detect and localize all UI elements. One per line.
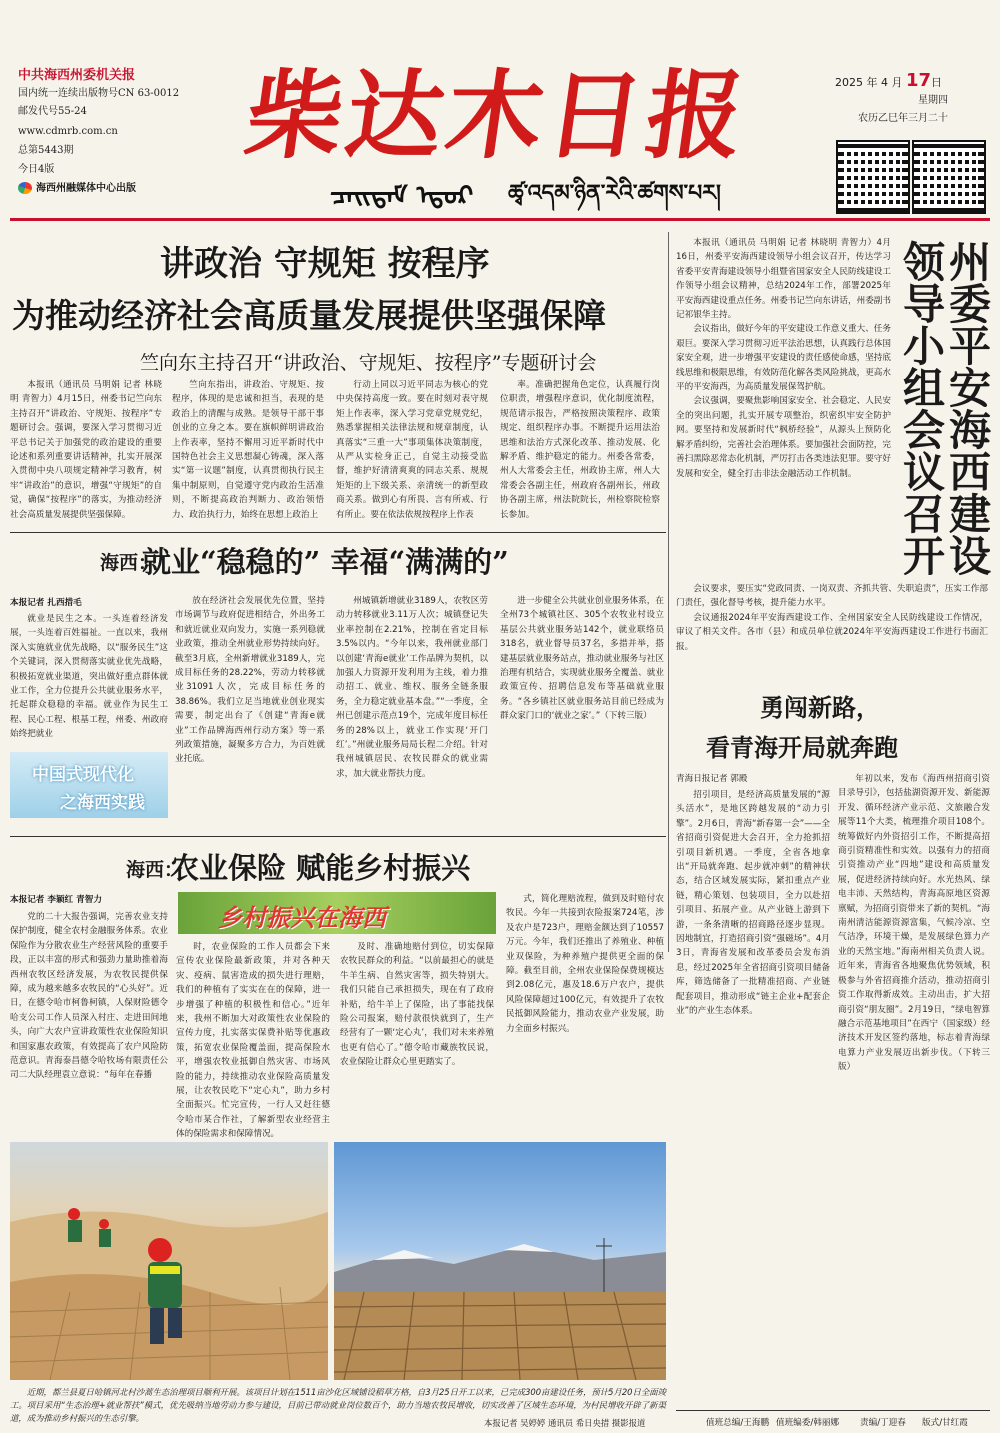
opinion-col-2: 年初以来，发布《海西州招商引资目录导引》，包括盐湖资源开发、新能源开发、循环经济产业示范、文旅融合发展等11个大类，梳理推介项目108个。统筹做好内外资招引工作，不断提高招商引资精准性和实效。以强有力的招商引资推动产业“四地”建设和高质量发展，促进经济持续向好。水光热风、绿电丰沛、天然结构，青海高原地区资源禀赋，为招商引资带来了新的契机。“海南州清洁能源资源富集，气候冷凉、空气洁净，环境干燥，是发展绿色算力产业的天然宝地。”海南州相关负责人说。近年来，青海省各地聚焦优势领域，积极参与外省招商推介活动，推动招商引资工作取得新成效。主动出击，扩大招商引资“朋友圈”。2月19日，“绿电智算融合示范基地项目”在西宁（国家级）经济技术开发区签约落地，标志着青海绿电算力产业发展迈出新步伐。（下转三版） <box>838 774 990 1073</box>
opinion-byline: 青海日报记者 郭殿 <box>676 774 748 784</box>
lead-col-2: 竺向东指出，讲政治、守规矩、按程序，体现的是忠诚和担当，表现的是政治上的清醒与成熟。是领导干部干事创业的立身之本。要在旗帜鲜明讲政治上作表率，坚持不懈用习近平新时代中国特色社会主义思想凝心铸魂，深入落实“第一议题”制度，认真贯彻执行民主集中制原则，自觉遵守党内政治生活准则，不断提高政治判断力、政治领悟力、政治执行力，始终在思想上政治上 <box>172 380 324 520</box>
rural-banner: 乡村振兴在海西 <box>178 892 496 934</box>
footer-chief: 值班编委/韩丽娜 <box>776 1418 840 1428</box>
lead-kicker: 讲政治 守规矩 按程序 <box>160 244 490 284</box>
jobs-rule <box>10 532 666 533</box>
right-story-body-bottom: 会议要求，要压实“党政同责、一岗双责、齐抓共管、失职追责”，压实工作部门责任，强化督导考核，提升能力水平。 会议通报2024年平安海西建设工作、全州国家安全人民防线建设工作情况，审议了相关文件。各市（县）和成员单位就2024年平安海西建设工作进行书面汇报。 <box>676 584 988 652</box>
jobs-col-3: 州城镇新增就业3189人，农牧区劳动力转移就业3.11万人次；城镇登记失业率控制在2.21%，控制在省定目标3.5%以内。“今年以来，我州就业部门以创建‘青海e就业’工作品牌为契机，以加强人力资源开发利用为主线，着力推动招工、就业、维权、服务全链条服务，全力稳定就业基本盘。”“一季度，全州已创建示范点19个，完成年度目标任务的28%以上，就业工作实现‘开门红’。”州就业服务局局长程二介绍。针对我州城镇居民、农牧民群众的就业需求，加大就业帮扶力度。 <box>336 596 488 779</box>
post-code: 邮发代号55-24 <box>18 106 87 117</box>
insurance-prefix: 海西： <box>126 859 184 881</box>
insurance-col-1: 党的二十大报告强调，完善农业支持保护制度，健全农村金融服务体系。农业保险作为分散农业生产经营风险的重要手段，正以丰富的形式和强劲力量助推着海西州农牧区经济发展，为农牧民提供保障，成为越来越多农牧民的“心头好”。近日，在德令哈市柯鲁柯镇，人保财险德令哈支公司工作人员深入村庄、走进田间地头，向广大农户宣讲政策性农业保险知识和国家惠农政策，有效提高了农户风险防范意识。青海泰昌德令哈牧场有限责任公司二大队经理袁立意说：“每年在春播 <box>10 912 168 1081</box>
footer-editor: 值班总编/王海鹏 <box>706 1418 770 1428</box>
column-divider <box>668 232 669 952</box>
issue-number: 总第5443期 <box>18 145 74 156</box>
org-name: 中共海西州委机关报 <box>18 68 136 83</box>
insurance-headline: 农业保险 赋能乡村振兴 <box>170 851 471 885</box>
insurance-col-2: 时，农业保险的工作人员都会下来宣传农业保险最新政策，并对各种天灾、疫病、鼠害造成的损失进行理赔，我们的种植有了实实在在的保障，进一步增强了种植的积极性和信心。”近年来，我州不断加大对政策性农业保险的宣传力度，扎实落实保费补贴等优惠政策，拓宽农业保险覆盖面，提高保险水平，增强农牧业抵御自然灾害、市场风险的能力，持续推动农业保险高质量发展，让农牧民吃下“定心丸”，助力乡村全面振兴。忙完宣传，一行人又赶往德令哈市某合作社，了解新型农业经营主体的保险需求和保障情况。 <box>176 942 330 1140</box>
tibetan-title: ཚྭ་འདམ་ཉིན་རེའི་ཚགས་པར། <box>508 180 721 206</box>
cn-number: 国内统一连续出版物号CN 63-0012 <box>18 88 180 99</box>
opinion-title-1: 勇闯新路， <box>760 693 880 722</box>
lead-col-4: 率。准确把握角色定位，认真履行岗位职责，增强程序意识，优化制度流程，规范请示报告，严格按照决策程序、政策规定、组织程序办事。不断提升运用法治思维和法治方式深化改革、推动发展、化解矛盾、维护稳定的能力。州委各常委，州人大常委会主任，州政协主席，州人大常委会各副主任，州政府各副州长，州政协各副主席，州法院院长，州检察院检察长参加。 <box>500 380 660 520</box>
right-story-headline: 州委平安海西建设领导小组会议召开 <box>897 240 992 576</box>
insurance-col-3: 及时、准确地赔付到位，切实保障农牧民群众的利益。“以前最担心的就是牛羊生病、自然灾害等，损失特别大。我们只能自己承担损失，现在有了政府补贴，给牛羊上了保险，出了事能找保险公司报案，赔付款很快就到了，生产经营有了一颗‘定心丸’，我们对未来养殖也更有信心了。”德令哈市藏族牧民说，农业保险让群众心里更踏实了。 <box>340 942 494 1068</box>
website[interactable]: www.cdmrb.com.cn <box>18 126 118 137</box>
footer-duty: 责编/丁迎春 <box>860 1418 906 1428</box>
lead-col-3: 行动上同以习近平同志为核心的党中央保持高度一致。要在时刻对表守规矩上作表率，深入学习党章党规党纪，熟悉掌握相关法律法规和规章制度，认真落实“三重一大”事项集体决策制度，从严从实检身正己，自觉主动接受监督，维护好清清爽爽的同志关系、规规矩矩的上下级关系、亲清统一的新型政商关系。做到心有所畏、言有所戒、行有所止。要在依法依规按程序上作表 <box>336 380 488 520</box>
jobs-byline: 本报记者 扎西措毛 <box>10 598 82 608</box>
masthead-rule <box>10 218 990 221</box>
insurance-rule <box>10 836 666 837</box>
footer-rule <box>676 1410 990 1411</box>
right-story-body-top: 本报讯（通讯员 马明娟 记者 林晓明 青智力）4月16日，州委平安海西建设领导小组会议召开，传达学习省委平安青海建设领导小组暨省国家安全人民防线建设工作领导小组会议精神，总结2024年工作，部署2025年平安海西建设重点任务。州委书记竺向东讲话，州委副书记祁银华主持。 会议指出，做好今年的平安建设工作意义重大、任务艰巨。要深入学习贯彻习近平法治思想，认真践行总体国家安全观，进一步增强平安建设的责任感使命感，坚持底线思维和极限思维，有效防范化解各类风险挑战，更高水平的平安海西，为高质量发展保驾护航。 会议强调，要聚焦影响国家安全、社会稳定、人民安全的突出问题，扎实开展专项整治，织密织牢安全防护网。要坚持和发展新时代“枫桥经验”，从源头上预防化解矛盾纠纷，完善社会治理体系。要加强社会面防控，完善扫黑除恶常态化机制，严厉打击各类违法犯罪。要守好发展和安全，健全打击非法金融活动工作机制。 <box>676 238 891 479</box>
lunar-date: 农历乙巳年三月二十 <box>858 113 948 124</box>
mongolian-title: ᠴᠠᠢᠳᠠᠮ ᠡᠳᠦᠷ <box>330 181 474 211</box>
newspaper-title: 柴达木日报 <box>239 59 755 172</box>
lead-subtitle: 竺向东主持召开“讲政治、守规矩、按程序”专题研讨会 <box>140 352 597 374</box>
qr-code-left[interactable] <box>836 140 910 214</box>
lead-headline: 为推动经济社会高质量发展提供坚强保障 <box>12 296 606 335</box>
page-count: 今日4版 <box>18 164 55 175</box>
publisher-logo <box>18 182 32 194</box>
jobs-col-4: 进一步健全公共就业创业服务体系，在全州73个城镇社区、305个农牧业村设立基层公共就业服务站142个，就业联络员318名，就业督导员37名，多措并举，搭建基层就业服务站点，推动就业服务与社区治理有机结合，实现就业服务全覆盖、就业政策宣传、招聘信息发布等基础就业服务。“各乡镇社区就业服务站目前已经成为群众家门口的‘就业之家’。”（下转三版） <box>500 596 664 722</box>
lead-col-1: 本报讯（通讯员 马明娟 记者 林晓明 青智力）4月15日，州委书记竺向东主持召开“讲政治、守规矩、按程序”专题研讨会。强调，要深入学习贯彻习近平总书记关于加强党的政治建设的重要论述和系列重要讲话精神，扎实开展深入贯彻中央八项规定精神学习教育，树牢“讲政治”的意识，增强“守规矩”的自觉，确保“按程序”的落实，为推动经济社会高质量发展提供坚强保障。 <box>10 380 162 520</box>
modernization-banner: 中国式现代化 之海西实践 <box>10 752 168 818</box>
qr-code-right[interactable] <box>912 140 986 214</box>
photo-checkerboard-landscape <box>334 1142 666 1380</box>
opinion-col-1: 招引项目，是经济高质量发展的“源头活水”，是地区跨越发展的“动力引擎”。2月6日，青海“新春第一会”——全省招商引资促进大会召开，全力抢抓招引项目新机遇。一季度，全省各地拿出“开局就奔跑、起步就冲刺”的精神状态，结合区域发展实际，紧扣重点产业链，精心策划、包装项目，全力以赴招引项目、拓展产业。从产业链上游到下游，一条条清晰的招商路径逐步显现。因地制宜，打造招商引资“强磁场”。4月3日，青海省发展和改革委员会发布消息，经过2025年全省招商引资项目储备库，筛选储备了一批精准招商、产业链配套项目，推动形成“链主企业+配套企业”的产业生态体系。 <box>676 790 830 1017</box>
date: 2025 年 4 月 17日 <box>835 70 943 91</box>
jobs-col-2: 放在经济社会发展优先位置，坚持市场调节与政府促进相结合，外出务工和就近就业双向发力，实施一系列稳就业政策，推动全州就业形势持续向好。截至3月底，全州新增就业3189人，完成目标任务的28.22%，劳动力转移就业31091人次，完成目标任务的38.86%。我们立足当地就业创业现实需要，制定出台了《创建“青海e就业”工作品牌海西州行动方案》等一系列政策措施，凝聚多方合力，为百姓就业托底。 <box>175 596 325 765</box>
photo-caption: 近期，都兰县夏日哈镇河北村沙蒿生态治理项目顺利开展。该项目计划在1511亩沙化区域铺设稻草方格，自3月25日开工以来，已完成300亩建设任务，预计5月20日全面竣工。项目采用“生态治理+就业帮扶”模式，优先吸纳当地劳动力参与建设，目前已带动就业岗位数百个，助力当地农牧民增收，切实改善了区域生态环境，为村民增收开辟了新渠道，成为推动乡村振兴的生态引擎。 <box>10 1387 666 1423</box>
footer-design: 版式/甘红霞 <box>922 1418 968 1428</box>
jobs-col-1: 就业是民生之本。一头连着经济发展，一头连着百姓福祉。一直以来，我州深入实施就业优先战略，以“服务民生”这个关键词，深入贯彻落实就业优先战略，积极拓宽就业渠道，突出做好重点群体就业工作，全力位提升公共就业服务水平，托起群众稳稳的幸福。就业作为民生工程、民心工程、根基工程，州委、州政府始终把就业 <box>10 614 168 740</box>
photo-credit: 本报记者 吴婷婷 通讯员 希日央措 摄影报道 <box>484 1418 646 1428</box>
jobs-headline: 就业“稳稳的” 幸福“满满的” <box>142 545 509 579</box>
weekday: 星期四 <box>918 95 948 106</box>
publisher: 海西州融媒体中心出版 <box>36 183 136 194</box>
jobs-prefix: 海西： <box>100 552 158 574</box>
insurance-col-4: 式，简化理赔流程，做到及时赔付农牧民。今年一共接到农险报案724笔，涉及农户是723户，理赔金额达到了10557万元。今年，我们还推出了养殖业、种植业双保险，为种养殖户提供更全面的保障。截至目前，全州农业保险保费规模达到2.08亿元，惠及18.6万户农户，提供风险保障超过100亿元，有效提升了农牧民抵御风险能力，推动农业产业发展，助力全面乡村振兴。 <box>506 894 664 1034</box>
insurance-byline: 本报记者 李颖红 青智力 <box>10 895 102 905</box>
opinion-title-2: 看青海开局就奔跑 <box>706 733 898 762</box>
photo-workers-desert <box>10 1142 328 1380</box>
